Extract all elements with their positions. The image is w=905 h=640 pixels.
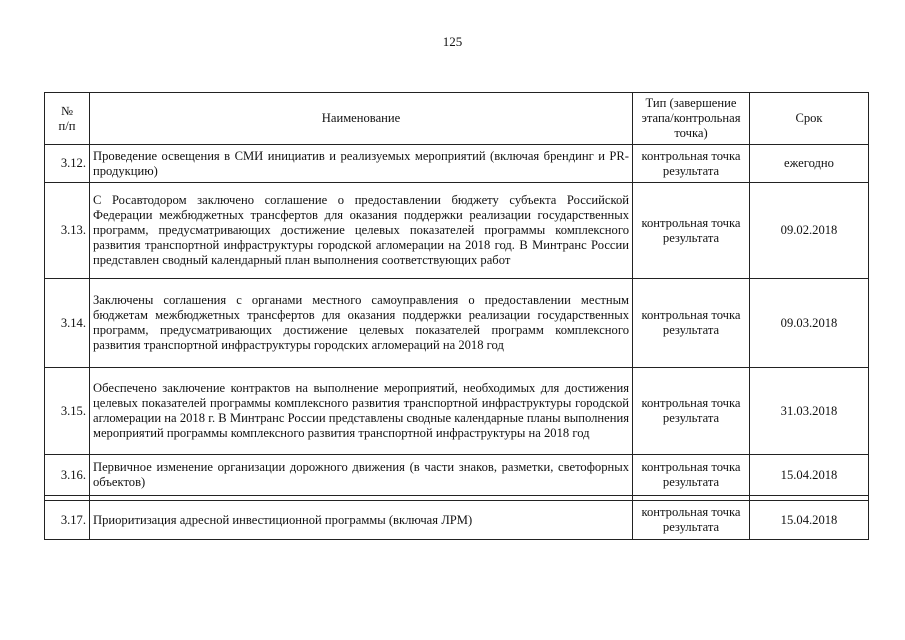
row-num: 3.12.	[45, 145, 90, 183]
row-name: С Росавтодором заключено соглашение о предоставлении бюджету субъекта Российской Федерации межбюджетных трансфертов для оказания поддержки реализации государственных программ, предусматривающих достижение целевых показателей программы комплексного развития транспортной инфраструктуры городской агломерации на 2018 год. В Минтранс России представлен сводный календарный план выполнения соответствующих работ	[90, 183, 633, 279]
row-date: 09.03.2018	[750, 279, 869, 368]
header-date: Срок	[750, 93, 869, 145]
row-name: Обеспечено заключение контрактов на выполнение мероприятий, необходимых для достижения целевых показателей программы комплексного развития транспортной инфраструктуры городской агломерации на 2018 г. В Минтранс России представлены сводные календарные планы выполнения мероприятий программы комплексного развития транспортной инфраструктуры на 2018 год	[90, 368, 633, 455]
page-number: 125	[442, 34, 463, 49]
row-date: 15.04.2018	[750, 455, 869, 496]
row-name: Приоритизация адресной инвестиционной программы (включая ЛРМ)	[90, 501, 633, 540]
table-row	[45, 368, 869, 455]
row-type: контрольная точка результата	[633, 183, 750, 279]
row-num: 3.15.	[45, 368, 90, 455]
row-date: ежегодно	[750, 145, 869, 183]
table-row	[45, 183, 869, 279]
row-num: 3.14.	[45, 279, 90, 368]
table-row	[45, 455, 869, 496]
row-date: 15.04.2018	[750, 501, 869, 540]
header-num: № п/п	[45, 93, 90, 145]
row-type: контрольная точка результата	[633, 501, 750, 540]
table-row	[45, 145, 869, 183]
row-date: 09.02.2018	[750, 183, 869, 279]
row-num: 3.16.	[45, 455, 90, 496]
row-num: 3.13.	[45, 183, 90, 279]
row-num: 3.17.	[45, 501, 90, 540]
row-type: контрольная точка результата	[633, 279, 750, 368]
row-type: контрольная точка результата	[633, 145, 750, 183]
table-row	[45, 501, 869, 540]
header-name: Наименование	[90, 93, 633, 145]
row-name: Заключены соглашения с органами местного самоуправления о предоставлении местным бюджетам межбюджетных трансфертов для оказания поддержки реализации государственных программ, предусматривающих достижение целевых показателей программ комплексного развития транспортной инфраструктуры городских агломераций на 2018 год	[90, 279, 633, 368]
table-row	[45, 279, 869, 368]
row-type: контрольная точка результата	[633, 455, 750, 496]
table-header-row	[45, 93, 869, 145]
row-name: Первичное изменение организации дорожного движения (в части знаков, разметки, светофорных объектов)	[90, 455, 633, 496]
row-date: 31.03.2018	[750, 368, 869, 455]
header-type: Тип (завершение этапа/контрольная точка)	[633, 93, 750, 145]
row-name: Проведение освещения в СМИ инициатив и реализуемых мероприятий (включая брендинг и PR-продукцию)	[90, 145, 633, 183]
row-type: контрольная точка результата	[633, 368, 750, 455]
schedule-table	[44, 92, 869, 540]
